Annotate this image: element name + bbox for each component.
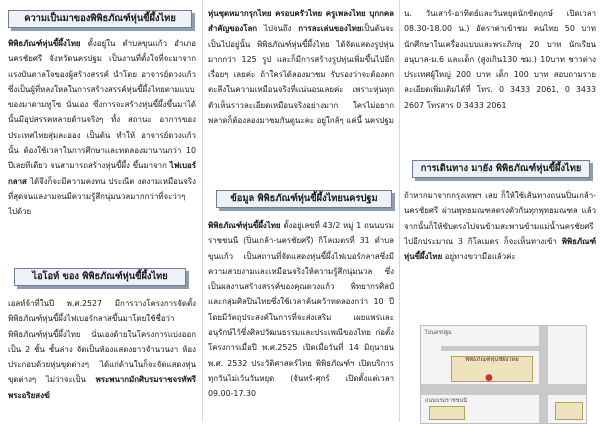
info-paragraph bbox=[208, 218, 394, 422]
about-heading: ไอโอท์ ของ พิพิธภัณฑ์หุ่นขี้ผึ้งไทย bbox=[14, 268, 186, 286]
info-text: ตั้งอยู่เลขที่ 43/2 หมู่ 1 ถนนบรมราชชนนี (ปิ่นเกล้า-นครชัยศรี) กิโลเมตรที่ 31 ตำบลขุนแก้ว เป็นสถานที่จัดแสดงหุ่นขี้ผึ้งไฟเบอร์กลาสซึ่งมีความสวยงามและเหมือนจริงให้ความรู้สึกนุ่มนวล ซึ่งเป็นผลงานสร้างสรรค์ของคุณดวงแก้ว พิทยากรศิลป์และกลุ่มศิลปินไทยซึ่งใช้เวลาค้นคว้าทดลองกว่า 10 ปี โดยมีวัตถุประสงค์ในการที่จะส่งเสริม เผยแพร่และอนุรักษ์ไว้ซึ่งศิลปวัฒนธรรมและประเพณีของไทย ก่อตั้งโครงการเมื่อปี พ.ศ.2525 เปิดเมื่อวันที่ 14 มิถุนายน พ.ศ. 2532 ประวัติศาสตร์ไทย พิพิธภัณฑ์ฯ เปิดบริการทุกวันไม่เว้นวันหยุด (จันทร์-ศุกร์ เปิดตั้งแต่เวลา 09.00-17.30 bbox=[208, 221, 394, 399]
map-minor-road bbox=[441, 346, 541, 351]
fiberglass-bold: ไฟเบอร์กลาส bbox=[8, 161, 196, 186]
history-heading: ความเป็นมาของพิพิธภัณฑ์หุ่นขี้ผึ้งไทย bbox=[8, 10, 192, 28]
exhibits-text: เป็นต้นจะเป็นไปอยู่นั้น พิพิธภัณฑ์หุ่นขี้ผึ้งไทย ได้จัดแสดงรูปหุ่นมากกว่า 125 รูป และก็มีการสร้างรูปหุ่นเพิ่มขึ้นไปอีกเรื่อยๆ เลยค่ะ ถ้าใครได้ลองมาชม รับรองว่าจะต้องตกตะลึงในความเหมือนจริงที่แน่นอนเลยค่ะ เพราะหุ่นทุกตัวเห็นราวละเอียดเหมือนจริงอย่างมาก ใครไม่อยากพลาดก็ต้องลองมาชมกันดูนะคะ อยู่ใกล้ๆ แค่นี้ นครปฐม bbox=[208, 24, 394, 126]
about-paragraph bbox=[8, 296, 196, 422]
exhibits-bold2: การละเล่นของไทย bbox=[298, 24, 362, 34]
travel-text: ถ้าหากมาจากกรุงเทพฯ เลย ก็ให้ใช้เส้นทางถนนปิ่นเกล้า-นครชัยศรี ผ่านพุทธมณฑลตรงตัวกันทุกพุทธมณฑล แล้วจากนั้นก็ให้ขับตรงไปจนข้ามสะพานข้ามแม่น้ำนครชัยศรี ไปอีกประมาณ 3 กิโลเมตร ก็จะเห็นทางเข้า bbox=[404, 191, 596, 246]
map-building-label: พิพิธภัณฑ์หุ่นขี้ผึ้งไทย bbox=[465, 357, 519, 363]
info-heading: ข้อมูล พิพิธภัณฑ์หุ่นขี้ผึ้งไทยนครปฐม bbox=[216, 190, 392, 208]
column-divider bbox=[202, 0, 203, 422]
map-road-label-bottom: ถนนบรมราชชนนี bbox=[425, 398, 467, 404]
admission-paragraph: น. วันเสาร์-อาทิตย์และวันหยุดนักขัตฤกษ์ เปิดเวลา 08.30-18.00 น.) อัตราค่าเข้าชม คนไทย 50 บาท นักศึกษาในเครื่องแบบและพระภิกษุ 20 บาท นักเรียนอนุบาล-ม.6 และเด็ก (สูงเกิน130 ซม.) 10บาท ชาวต่างประเทศผู้ใหญ่ 200 บาท เด็ก 100 บาท สอบถามรายละเอียดเพิ่มเติมได้ที่ โทร. 0 3433 2061, 0 3433 2607 โทรสาร 0 3433 2061 bbox=[404, 9, 596, 110]
map-nearby-building bbox=[555, 402, 583, 420]
map-side-road bbox=[539, 326, 548, 423]
map-road-label-top: ไปนครปฐม bbox=[425, 330, 452, 336]
location-map bbox=[420, 325, 587, 424]
travel-bold: พิพิธภัณฑ์หุ่นขี้ผึ้งไทย bbox=[404, 236, 596, 262]
map-nearby-building bbox=[429, 406, 465, 420]
history-paragraph bbox=[8, 36, 196, 258]
travel-paragraph bbox=[404, 188, 596, 324]
map-main-road bbox=[421, 384, 586, 395]
info-museum-bold: พิพิธภัณฑ์หุ่นขี้ผึ้งไทย bbox=[208, 221, 281, 230]
exhibits-mid: ไปจนถึง bbox=[263, 24, 292, 34]
column-divider bbox=[399, 0, 400, 422]
exhibits-bold: หุ่นชุดหมากรุกไทย ครอบครัวไทย ครูเพลงไทย บุกกคลสำคัญของโลก bbox=[208, 9, 394, 34]
travel-heading: การเดินทาง มายัง พิพิธภัณฑ์หุ่นขี้ผึ้งไทย bbox=[412, 160, 590, 178]
about-bold: พระพนากมักศิบรมราชจรทัพรี พระอริยสงฆ์ bbox=[8, 375, 196, 400]
history-text: ตั้งอยู่ใน ตำบลขุนแก้ว อำเภอนครชัยศรี จังหวัดนครปฐม เป็นงานที่ตั้งใจที่จะมาจากแรงบันดาลใจของผู้สร้างสรรค์ นำโดย อาจารย์ดวงแก้ว ซึ่งเป็นผู้ที่หลงใหลในการสร้างสรรค์หุ่นขี้ผึ้งไทยตามแบบของมาดามทูโซ นั่นเอง ซึ่งการจะสร้างหุ่นขี้ผึ้งขึ้นมาได้นั้นมีอุปสรรคหลายด้านจริงๆ ทั้ง สถานะ อาการของประเทศไทยสุ่มละออง เป็นต้น ทำให้ อาจารย์ดวงแก้ว นั้น ต้องใช้เวลาในการศึกษาและทดลองมานานกว่า 10 ปีเลยทีเดียว จนสามารถสร้างหุ่นขี้ผึ้ง ขึ้นมาจาก bbox=[8, 39, 196, 171]
about-text: เอลท์จ้าที่ในปี พ.ศ.2527 มีการวางโครงการจัดตั้ง พิพิธภัณฑ์หุ่นขี้ผึ้งไฟเบอร์กลาสขึ้นมาโดยใช้ชื่อว่า พิพิธภัณฑ์หุ่นขี้ผึ้งไทย นั่นเองด้ายในโครงการแบ่งออกเป็น 2 ชั้น ชั้นล่าง จัดเป็นห้องแสดงยาวจำนวนงา ห้องประกอบด้วยหุ่นขุดต่างๆ ได้แก่ด้านในก็จะจัดแสดงหุ่นขุดต่างๆ ไม่ว่าจะเป็น bbox=[8, 299, 196, 385]
exhibits-paragraph bbox=[208, 6, 394, 176]
museum-name-bold: พิพิธภัณฑ์หุ่นขี้ผึ้งไทย bbox=[8, 39, 81, 48]
map-marker-icon: ● bbox=[485, 373, 493, 383]
travel-tail: อยู่ทางขวามือแล้วค่ะ bbox=[444, 252, 516, 262]
history-text-tail: ได้จึงก็จะมีความคงทน ประณีต งดงามเหมือนจริงที่สุดจนแลงามจนมีความรู้สึกนุ่มนวลมากกว่าที่จะว่าๆ ไปด้วย bbox=[8, 176, 196, 217]
